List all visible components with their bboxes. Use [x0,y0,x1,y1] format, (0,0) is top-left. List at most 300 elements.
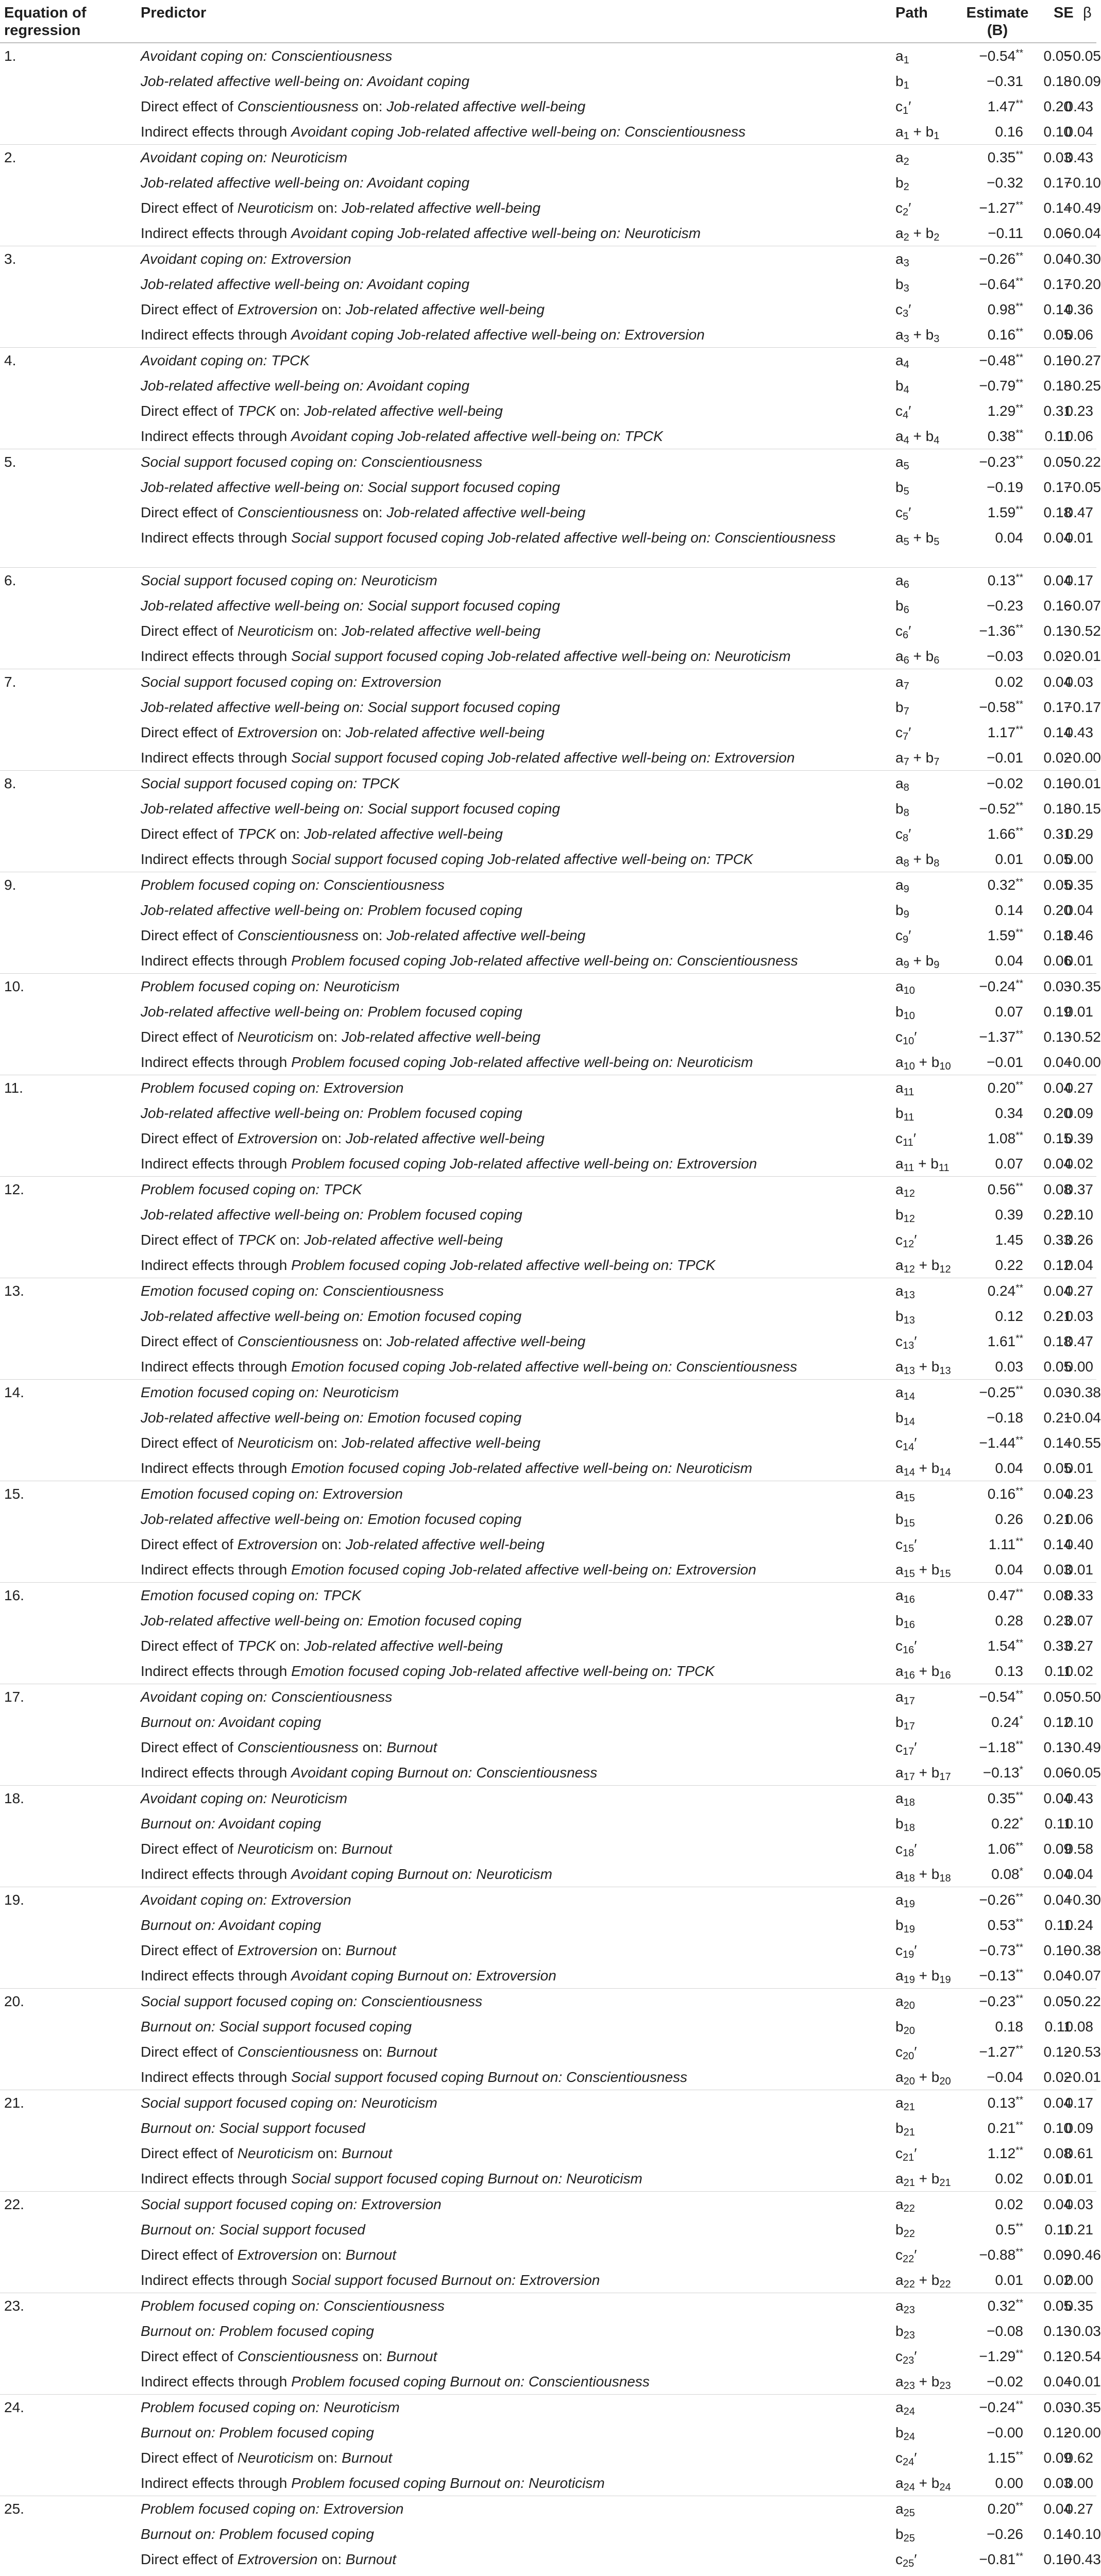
path-letter: a [895,572,904,588]
estimate-cell [951,1561,1023,1579]
se-cell: 0.12 [1043,1714,1072,1730]
path-subscript: 24 [903,2431,915,2443]
path-cell [895,1130,916,1147]
variable-text: Burnout on: Avoidant coping [141,1917,321,1933]
significance-marker: ** [1015,200,1023,211]
path-subscript: 7 [934,756,940,768]
estimate-value: 0.56 [987,1181,1016,1197]
beta-cell: 0.09 [1065,1105,1093,1121]
se-cell: 0.04 [1043,1054,1072,1070]
predictor-cell [141,1942,877,1959]
path-cell [895,1105,914,1122]
predictor-text: on: [358,1739,387,1755]
se-cell: 0.31 [1043,403,1072,419]
variable-text: Social support focused coping on: Extroversion [141,674,442,690]
path-cell [895,2424,915,2442]
table-row [0,94,1096,119]
table-row [0,948,1096,973]
variable-text: Problem focused coping Burnout on: Neuroticism [291,2475,605,2491]
se-cell: 0.17 [1043,175,1072,191]
path-letter: b [931,1460,940,1476]
predictor-text: on: [313,1435,342,1451]
variable-text: Neuroticism [237,1029,314,1045]
beta-cell: −0.52 [1064,1029,1101,1045]
beta-cell: −0.01 [1064,775,1101,791]
path-letter: a [895,1993,904,2009]
path-subscript: 12 [903,1188,915,1199]
variable-text: Job-related affective well-being on: Problem focused coping [141,1105,522,1121]
path-letter: a [895,1968,904,1984]
beta-cell: 0.01 [1065,1004,1093,1020]
se-cell: 0.06 [1043,225,1072,241]
predictor-cell [141,952,877,970]
path-prime: ′ [914,2247,917,2263]
path-prime: ′ [914,1435,917,1451]
path-cell [895,1181,915,1198]
path-subscript: 8 [934,858,940,869]
predictor-cell [141,1866,877,1883]
predictor-text: Direct effect of [141,623,238,639]
predictor-cell [141,2120,877,2137]
path-subscript: 21 [903,2177,915,2189]
predictor-cell [141,98,877,115]
predictor-text: on: [358,98,387,114]
variable-text: Problem focused coping Job-related affective well-being on: Conscientiousness [291,953,798,969]
path-letter: c [895,2551,903,2567]
estimate-cell [951,377,1023,395]
variable-text: Neuroticism [237,2450,314,2466]
variable-text: Neuroticism [237,2145,314,2161]
table-row [0,1786,1096,1811]
table-row [0,2496,1096,2521]
beta-cell: −0.03 [1064,2323,1101,2339]
se-cell: 0.04 [1043,1283,1072,1299]
se-cell: 0.03 [1043,978,1072,994]
table-row [0,2192,1096,2217]
beta-cell: 0.37 [1065,1181,1093,1197]
variable-text: Conscientiousness [237,2348,359,2364]
variable-text: Emotion focused coping Job-related affective well-being on: Conscientiousness [291,1359,798,1375]
path-letter: a [895,2298,904,2314]
predictor-text: Indirect effects through [141,327,292,343]
path-letter: b [895,2120,904,2136]
estimate-cell [951,1282,1023,1300]
predictor-cell [141,2424,877,2442]
se-cell: 0.02 [1043,2069,1072,2085]
path-letter: b [895,1816,904,1832]
equation-number: 20. [4,1993,24,2009]
estimate-value: −0.52 [979,801,1016,817]
predictor-text: Indirect effects through [141,2374,292,2389]
path-cell [895,724,911,741]
path-cell [895,1790,915,1807]
predictor-cell [141,301,877,318]
path-cell: $a_{16} + b_{16}$ [895,1663,951,1681]
se-cell: 0.03 [1043,149,1072,165]
estimate-cell [951,1511,1023,1528]
table-row [0,2395,1101,2420]
path-cell [895,2323,915,2340]
path-subscript: 21 [903,2102,915,2113]
variable-text: Extroversion [237,2247,318,2263]
path-letter: a [895,1587,904,1603]
variable-text: Avoidant coping Job-related affective well-being on: Extroversion [291,327,705,343]
estimate-cell [951,800,1023,818]
table-row [0,1405,1101,1430]
path-letter: c [895,2247,903,2263]
beta-cell: 0.01 [1065,2171,1093,2187]
significance-marker: ** [1015,1993,1023,2004]
predictor-cell [141,377,877,395]
variable-text: Avoidant coping Job-related affective well-being on: TPCK [291,428,663,444]
table-header [0,0,1096,43]
se-cell: 0.17 [1043,276,1072,292]
se-cell: 0.04 [1043,1486,1072,1502]
beta-cell: 0.06 [1065,428,1093,444]
predictor-cell [141,453,877,471]
path-subscript: 23 [903,2304,915,2316]
table-row [0,897,1096,923]
path-cell [895,1079,914,1097]
estimate-cell [951,2500,1023,2518]
variable-text: Job-related affective well-being [342,200,541,216]
path-cell [895,2043,917,2061]
se-cell: 0.33 [1043,1638,1072,1654]
estimate-cell [951,1840,1023,1858]
path-letter: c [895,927,903,943]
estimate-cell [951,2196,1023,2213]
table-row [0,449,1101,474]
predictor-text: on: [317,1942,346,1958]
table-row [0,246,1101,272]
path-subscript: 2 [903,156,909,167]
path-subscript: 22 [903,2228,915,2240]
predictor-text: on: [317,724,346,740]
path-subscript: 18 [903,1822,915,1834]
predictor-text: on: [358,2348,387,2364]
estimate-cell [951,1663,1023,1680]
predictor-text: on: [313,2450,342,2466]
beta-cell: 0.62 [1065,2450,1093,2466]
table-row [0,2242,1101,2267]
se-cell: 0.10 [1043,352,1072,368]
path-cell: $a_{12} + b_{12}$ [895,1257,951,1275]
path-cell [895,1434,917,1452]
path-cell [895,1409,915,1427]
table-row [0,2521,1101,2547]
path-letter: b [895,378,904,394]
predictor-cell [141,73,877,90]
significance-marker: ** [1015,927,1023,938]
path-subscript: 1 [903,55,909,66]
beta-cell: −0.27 [1064,352,1101,368]
se-cell: 0.12 [1043,1257,1072,1273]
variable-text: Avoidant coping on: Conscientiousness [141,1689,393,1705]
path-subscript: 24 [903,2482,915,2493]
path-letter: c [895,1435,903,1451]
se-cell: 0.14 [1043,1536,1072,1552]
table-row [0,2420,1101,2445]
estimate-value: −0.19 [987,479,1023,495]
table-row [0,2572,1096,2576]
predictor-text: Direct effect of [141,2551,238,2567]
estimate-cell [951,597,1023,615]
table-row [0,2267,1096,2293]
table-row [0,525,1096,567]
table-row [0,1151,1096,1176]
variable-text: Job-related affective well-being [303,826,503,842]
se-cell: 0.05 [1043,454,1072,470]
path-letter: a [895,674,904,690]
predictor-cell [141,1612,877,1630]
estimate-cell [951,47,1023,65]
se-cell: 0.04 [1043,1156,1072,1172]
estimate-cell [951,2475,1023,2492]
table-row [0,2445,1096,2470]
path-subscript: 12 [903,1239,914,1250]
predictor-cell [141,876,877,894]
estimate-value: −0.23 [979,1993,1016,2009]
equation-number: 1. [4,48,16,64]
variable-text: Burnout [345,2551,396,2567]
variable-text: Emotion focused coping Job-related affective well-being on: TPCK [291,1663,715,1679]
estimate-cell [951,1358,1023,1376]
significance-marker: ** [1015,2120,1023,2131]
variable-text: Emotion focused coping Job-related affective well-being on: Extroversion [291,1562,756,1578]
variable-text: Conscientiousness [237,1333,359,1349]
variable-text: Neuroticism [237,200,314,216]
se-cell: 0.09 [1043,2450,1072,2466]
significance-marker: ** [1015,1283,1023,1294]
estimate-value: 0.20 [987,1080,1016,1096]
estimate-value: 1.12 [987,2145,1016,2161]
path-letter: a [895,454,904,470]
header-beta: β [1083,5,1092,21]
se-cell: 0.13 [1043,2323,1072,2339]
estimate-value: −0.88 [979,2247,1016,2263]
variable-text: Burnout [386,2044,437,2060]
significance-marker: ** [1015,801,1023,811]
table-row [0,1278,1096,1303]
predictor-cell [141,1155,877,1173]
path-subscript: 17 [903,1721,915,1732]
beta-cell: 0.35 [1065,2298,1093,2314]
predictor-cell [141,1308,877,1325]
variable-text: Job-related affective well-being on: Social support focused coping [141,699,561,715]
predictor-text: on: [276,826,304,842]
path-letter: b [925,327,934,343]
estimate-cell [951,1714,1023,1731]
significance-marker: ** [1015,572,1023,583]
predictor-text: on: [313,2145,342,2161]
beta-cell: 0.27 [1065,1283,1093,1299]
predictor-cell [141,2094,877,2112]
equation-number: 11. [4,1080,23,1096]
equation-group [0,449,1101,568]
estimate-value: −0.11 [988,225,1023,241]
variable-text: Burnout on: Problem focused coping [141,2425,374,2441]
se-cell: 0.10 [1043,1942,1072,1958]
estimate-cell [951,2170,1023,2188]
path-letter: a [895,978,904,994]
path-letter: b [895,801,904,817]
estimate-cell [951,2094,1023,2112]
path-letter: b [895,2019,904,2035]
estimate-value: −0.02 [987,2374,1023,2389]
path-subscript: 11 [903,1162,914,1174]
beta-cell: 0.29 [1065,826,1093,842]
predictor-cell [141,1105,877,1122]
predictor-cell [141,1206,877,1224]
predictor-cell [141,1333,877,1350]
equation-number: 19. [4,1892,24,1908]
predictor-cell [141,1688,877,1706]
estimate-cell [951,1308,1023,1325]
estimate-cell [951,1917,1023,1934]
estimate-cell [951,648,1023,665]
variable-text: Conscientiousness [237,2044,359,2060]
table-row [0,1532,1096,1557]
path-subscript: 25 [903,2507,915,2519]
estimate-value: −0.13 [983,1765,1020,1781]
variable-text: Neuroticism [237,1841,314,1857]
variable-text: Job-related affective well-being on: Social support focused coping [141,479,561,495]
predictor-text: Indirect effects through [141,2475,292,2491]
beta-cell: −0.10 [1064,2526,1101,2542]
estimate-cell [951,301,1023,318]
estimate-value: 0.39 [995,1207,1023,1223]
estimate-value: 0.07 [995,1156,1023,1172]
path-letter: b [925,953,934,969]
estimate-value: −0.48 [979,352,1016,368]
significance-marker: ** [1015,1333,1023,1344]
predictor-text: Direct effect of [141,927,238,943]
path-letter: c [895,1130,903,1146]
path-letter: b [925,124,934,140]
estimate-cell [951,2221,1023,2239]
path-letter: b [895,1917,904,1933]
predictor-text: Indirect effects through [141,1054,292,1070]
se-cell: 0.09 [1043,1841,1072,1857]
beta-cell: 0.27 [1065,2501,1093,2517]
table-row [0,1380,1101,1405]
table-row [0,618,1101,643]
path-subscript: 13 [903,1365,915,1377]
path-subscript: 22 [903,2279,915,2290]
path-subscript: 8 [903,807,909,819]
equation-number: 10. [4,978,24,994]
path-prime: ′ [908,623,911,639]
path-subscript: 10 [903,985,915,996]
estimate-cell [951,1891,1023,1909]
path-letter: c [895,2145,903,2161]
equation-group [0,1786,1096,1887]
path-letter: b [895,2222,904,2238]
estimate-cell [951,326,1023,344]
path-letter: a [895,2095,904,2111]
predictor-cell [141,1358,877,1376]
se-cell: 0.04 [1043,1866,1072,1882]
predictor-cell [141,2272,877,2289]
equation-group [0,1583,1096,1684]
estimate-value: 1.66 [987,826,1016,842]
path-letter: a [895,48,904,64]
equation-group [0,1075,1096,1177]
estimate-cell [951,2323,1023,2340]
path-cell [895,1333,917,1350]
header-estimate: Estimate (B) [966,5,1029,39]
table-row [0,1887,1101,1912]
equation-group [0,2090,1096,2192]
variable-text: Burnout [342,2450,393,2466]
path-prime: ′ [913,1130,917,1146]
predictor-cell [141,1714,877,1731]
path-cell [895,2348,917,2365]
se-cell: 0.04 [1043,1892,1072,1908]
path-subscript: 3 [903,258,909,269]
predictor-text: Indirect effects through [141,124,292,140]
path-cell [895,2449,917,2467]
table-row [0,1836,1096,1861]
equation-number: 25. [4,2501,24,2517]
path-prime: ′ [908,724,911,740]
path-cell [895,902,909,919]
variable-text: Burnout on: Problem focused coping [141,2323,374,2339]
estimate-cell [951,952,1023,970]
path-letter: a [895,1790,904,1806]
variable-text: Job-related affective well-being on: Emotion focused coping [141,1613,522,1629]
estimate-value: 1.11 [988,1536,1016,1552]
estimate-cell [951,2449,1023,2467]
table-row [0,568,1096,593]
path-letter: b [895,1511,904,1527]
estimate-cell [951,98,1023,115]
path-cell [895,1384,915,1401]
path-subscript: 18 [903,1848,914,1859]
significance-marker: ** [1015,1587,1023,1598]
table-row [0,2318,1101,2344]
table-row [0,170,1101,195]
path-cell [895,800,909,818]
estimate-cell [951,699,1023,716]
significance-marker: ** [1015,1536,1023,1547]
path-cell [895,1511,915,1528]
beta-cell: 0.23 [1065,1486,1093,1502]
path-cell: $a_4 + b_4$ [895,428,940,446]
predictor-cell [141,648,877,665]
path-subscript: 4 [934,435,940,446]
estimate-value: −0.23 [987,598,1023,614]
estimate-cell [951,1409,1023,1427]
path-subscript: 9 [903,934,909,945]
predictor-text: Direct effect of [141,1232,238,1248]
path-prime: ′ [914,1333,917,1349]
path-letter: a [895,1257,904,1273]
significance-marker: ** [1015,149,1023,160]
estimate-cell [951,749,1023,767]
predictor-text: on: [276,403,304,419]
variable-text: Job-related affective well-being on: Avoidant coping [141,276,470,292]
table-row [0,669,1096,694]
path-subscript: 15 [903,1568,915,1580]
predictor-cell [141,1257,877,1274]
estimate-value: −0.31 [987,73,1023,89]
path-cell [895,1206,915,1224]
path-cell [895,402,911,420]
se-cell: 0.05 [1043,1460,1072,1476]
beta-cell: −0.50 [1064,1689,1101,1705]
path-cell [895,1485,915,1503]
